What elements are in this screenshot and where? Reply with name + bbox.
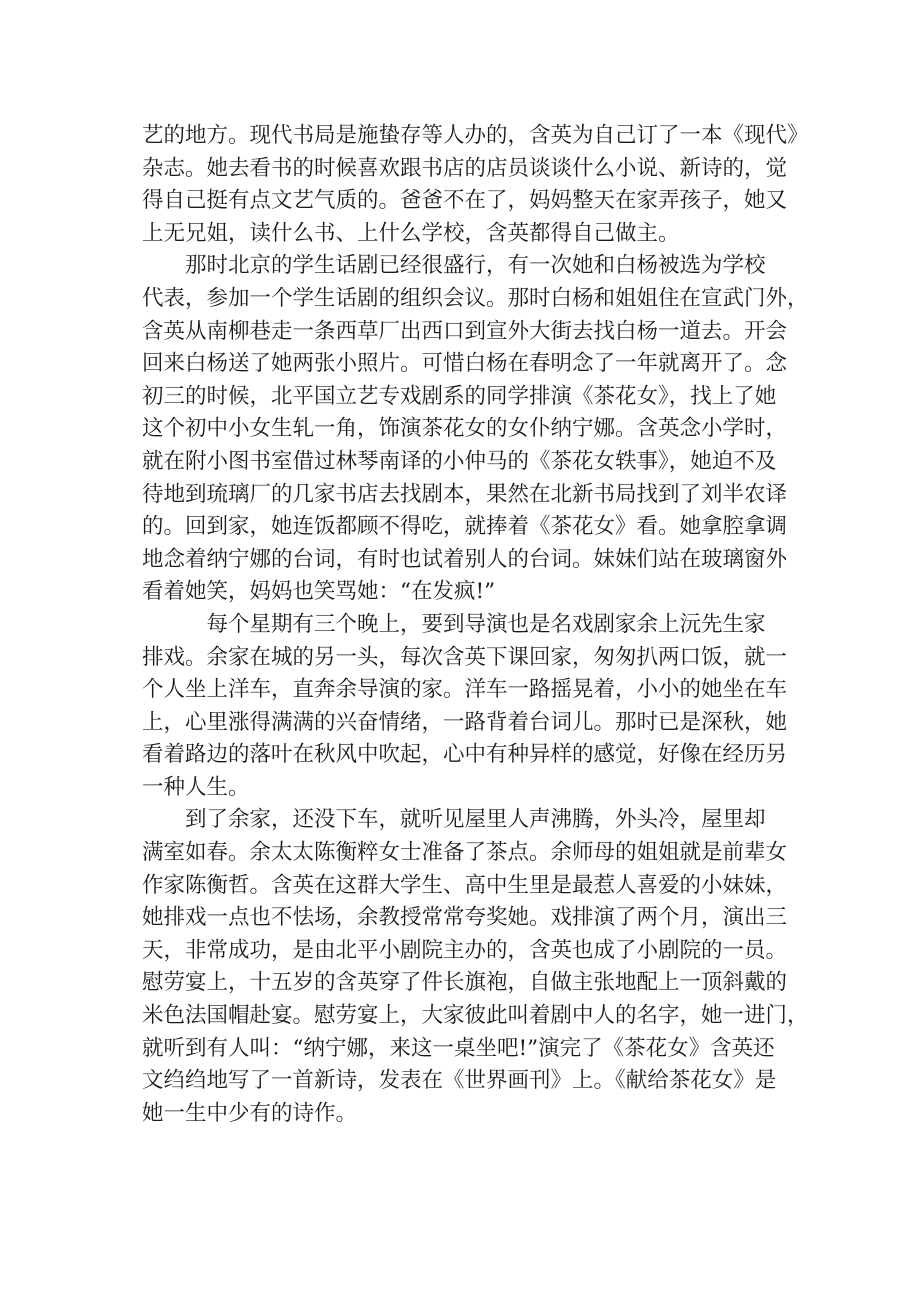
text-line: 这个初中小女生轧一角，饰演茶花女的女仆纳宁娜。含英念小学时， [142, 416, 788, 442]
text-line: 作家陈衡哲。含英在这群大学生、高中生里是最惹人喜爱的小妹妹， [142, 872, 788, 898]
text-line: 含英从南柳巷走一条西草厂出西口到宣外大街去找白杨一道去。开会 [142, 318, 788, 344]
text-line: 的。回到家，她连饭都顾不得吃，就捧着《茶花女》看。她拿腔拿调 [142, 514, 788, 540]
text-line: 杂志。她去看书的时候喜欢跟书店的店员谈谈什么小说、新诗的，觉 [142, 155, 788, 181]
text-line: 到了余家，还没下车，就听见屋里人声沸腾，外头冷，屋里却 [142, 807, 766, 833]
text-line: 天，非常成功，是由北平小剧院主办的，含英也成了小剧院的一员。 [142, 937, 788, 963]
text-line: 回来白杨送了她两张小照片。可惜白杨在春明念了一年就离开了。念 [142, 351, 788, 377]
text-line: 文绉绉地写了一首新诗，发表在《世界画刊》上。《献给茶花女》是 [142, 1068, 777, 1094]
text-line: 艺的地方。现代书局是施蛰存等人办的，含英为自己订了一本《现代》 [142, 123, 809, 148]
text-line: 得自己挺有点文艺气质的。爸爸不在了，妈妈整天在家弄孩子，她又 [142, 188, 788, 214]
text-line: 米色法国帽赴宴。慰劳宴上，大家彼此叫着剧中人的名字，她一进门， [142, 1003, 809, 1029]
text-line: 代表，参加一个学生话剧的组织会议。那时白杨和姐姐住在宣武门外， [142, 285, 809, 311]
text-line: 地念着纳宁娜的台词，有时也试着别人的台词。妹妹们站在玻璃窗外 [142, 546, 788, 572]
text-line: 上无兄姐，读什么书、上什么学校，含英都得自己做主。 [142, 220, 680, 246]
body-text [142, 120, 809, 1130]
text-line: 她排戏一点也不怯场，余教授常常夸奖她。戏排演了两个月，演出三 [142, 905, 788, 931]
text-line: 看着路边的落叶在秋风中吹起，心中有种异样的感觉，好像在经历另 [142, 742, 788, 768]
text-line: 慰劳宴上，十五岁的含英穿了件长旗袍，自做主张地配上一顶斜戴的 [142, 970, 788, 996]
text-line: 排戏。余家在城的另一头，每次含英下课回家，匆匆扒两口饭，就一 [142, 644, 788, 670]
text-line: 待地到琉璃厂的几家书店去找剧本，果然在北新书局找到了刘半农译 [142, 481, 788, 507]
text-line: 那时北京的学生话剧已经很盛行，有一次她和白杨被选为学校 [142, 253, 766, 279]
text-line: 就在附小图书室借过林琴南译的小仲马的《茶花女轶事》，她迫不及 [142, 448, 777, 474]
text-line: 上，心里涨得满满的兴奋情绪，一路背着台词儿。那时已是深秋，她 [142, 709, 788, 735]
text-line: 就听到有人叫：“纳宁娜，来这一桌坐吧!”演完了《茶花女》含英还 [142, 1035, 775, 1061]
text-line: 每个星期有三个晚上，要到导演也是名戏剧家余上沅先生家 [142, 611, 766, 637]
text-line: 初三的时候，北平国立艺专戏剧系的同学排演《茶花女》，找上了她 [142, 383, 777, 409]
text-line: 一种人生。 [142, 774, 250, 800]
text-line: 看着她笑，妈妈也笑骂她：“在发疯!” [142, 579, 496, 605]
text-line: 她一生中少有的诗作。 [142, 1100, 358, 1126]
text-line: 满室如春。余太太陈衡粹女士准备了茶点。余师母的姐姐就是前辈女 [142, 840, 788, 866]
text-line: 个人坐上洋车，直奔余导演的家。洋车一路摇晃着，小小的她坐在车 [142, 677, 788, 703]
